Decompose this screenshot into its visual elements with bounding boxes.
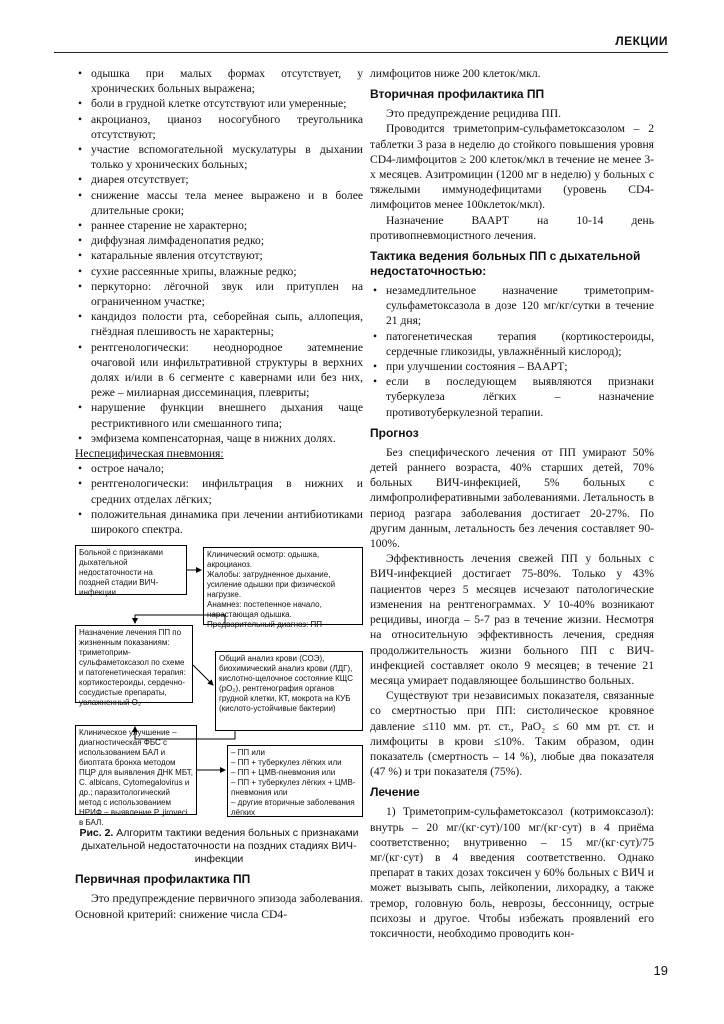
arrow-2 <box>135 615 225 625</box>
list-item: • перкуторно: лёгочной звук или притуплен на ограниченном участке; <box>75 279 363 309</box>
list-item: • сухие рассеянные хрипы, влажные редко; <box>75 264 363 279</box>
prognosis-p1: Без специфического лечения от ПП умирают 50% детей раннего возраста, 40% старших детей, 70% больных ВИЧ-инфекцией, 5% больных с лимфопролиферативными заболеваниями. Летальность в период разгара заболевания достигает 20-27%. По другим данным, летальность без лечения составляет 90-100%. <box>370 445 654 551</box>
right-column <box>370 66 654 941</box>
list-item: • если в последующем выявляются признаки туберкулеза лёгких – назначение противотуберкулезной терапии. <box>370 374 654 420</box>
list-item: • острое начало; <box>75 461 363 476</box>
algorithm-figure <box>75 545 363 828</box>
figure-box-diagnostics: Клиническое улучшение – диагностическая ФБС с использованием БАЛ и биоптата бронха методом ПЦР для выявления ДНК МБТ, C. albicans, Cytomegalovirus и др.; паразитологический метод с использованием НРИФ – выявление P. jiroveci в БАЛ. <box>75 725 197 815</box>
list-item: • при улучшении состояния – ВААРТ; <box>370 359 654 374</box>
tactics-list <box>370 283 654 420</box>
figure-box-diagnoses: – ПП или – ПП + туберкулез лёгких или – ПП + ЦМВ-пневмония или – ПП + туберкулез лёгких + ЦМВ-пневмония или – другие вторичные заболевания лёгких <box>227 745 363 817</box>
figure-box-treatment: Назначение лечения ПП по жизненным показаниям: триметоприм-сульфаметоксазол по схеме и патогенетическая терапия: кортикостероиды, сердечно-сосудистые препараты, увлажненный O₂ <box>75 625 193 703</box>
subheading-pneumonia: Неспецифическая пневмония: <box>75 447 224 461</box>
header-divider <box>54 52 668 53</box>
heading-prognosis: Прогноз <box>370 425 419 440</box>
heading-primary-prophylaxis: Первичная профилактика ПП <box>75 872 251 887</box>
secondary-p2: Проводится триметоприм-сульфаметоксазолом – 2 таблетки 3 раза в неделю до стойкого повышения уровня CD4-лимфоцитов ≥ 200 клеток/мкл в течение не менее 3-х месяцев. Азитромицин (1200 мг в неделю) у больных с тяжелыми иммунодефицитами (уровень CD4-лимфоцитов менее 100клеток/мкл). <box>370 122 654 212</box>
list-item: • диффузная лимфаденопатия редко; <box>75 233 363 248</box>
list-item: • нарушение функции внешнего дыхания чаще рестриктивного или смешанного типа; <box>75 400 363 430</box>
prognosis-p2: Эффективность лечения свежей ПП у больных с ВИЧ-инфекцией достигает 75-80%. Только у 43% пациентов через 5 месяцев исчезают патологические изменения на рентгенограммах. У 10-40% возникают рецидивы, иногда – 5-7 раз в течение жизни. Несмотря на относительную эффективность лечения, средняя продолжительность жизни больного ПП с ВИЧ-инфекцией составляет около 9 месяцев; в течение 21 месяца умирает подавляющее большинство больных. <box>370 552 654 687</box>
list-item: • положительная динамика при лечении антибиотиками широкого спектра. <box>75 507 363 537</box>
figure-box-patient: Больной с признаками дыхательной недостаточности на поздней стадии ВИЧ-инфекции <box>75 545 187 595</box>
arrow-4 <box>135 727 235 739</box>
list-item: • участие вспомогательной мускулатуры в дыхании только у хронических больных; <box>75 142 363 172</box>
section-header: ЛЕКЦИИ <box>615 34 668 48</box>
arrow-3 <box>193 665 213 685</box>
clinical-features-list <box>75 66 363 446</box>
list-item: • акроцианоз, цианоз носогубного треугольника отсутствуют; <box>75 112 363 142</box>
list-item: • раннее старение не характерно; <box>75 218 363 233</box>
list-item: • катаральные явления отсутствуют; <box>75 248 363 263</box>
list-item: • эмфизема компенсаторная, чаще в нижних долях. <box>75 431 363 446</box>
pneumonia-features-list <box>75 461 363 537</box>
figure-box-lab-tests: Общий анализ крови (СОЭ), биохимический анализ крови (ЛДГ), кислотно-щелочное состояние КЩС (pO₂), рентгенография органов грудной клетки, КТ, мокрота на КУБ (кислото-устойчивые бактерии) <box>215 651 363 731</box>
list-item: • снижение массы тела менее выражено и в более длительные сроки; <box>75 188 363 218</box>
list-item: • одышка при малых формах отсутствует, у хронических больных выражена; <box>75 66 363 96</box>
treatment-p1: 1) Триметоприм-сульфаметоксазол (котримоксазол): внутрь – 20 мг/(кг·сут)/100 мг/(кг·сут) в 4 приёма соответственно; внутривенно – 15 мг/(кг·сут)/75 мг/(кг·сут) в 4 введения соответственно. Однако препарат в таких дозах токсичен у 60% больных с ВИЧ и может вызывать сыпь, лейкопении, лихорадку, а также тремор, головную боль, неврозы, бессонницу, острые психозы и другое. Чтобы избежать проявлений его токсичности, необходимо проводить кон- <box>370 805 654 940</box>
list-item: • рентгенологически: неоднородное затемнение очаговой или инфильтративной структуры в верхних долях и/или в 6 сегменте с кавернами или без них, реже – милиарная диссеминация, плевриты; <box>75 340 363 401</box>
heading-secondary-prophylaxis: Вторичная профилактика ПП <box>370 87 545 102</box>
list-item: • боли в грудной клетке отсутствуют или умеренные; <box>75 96 363 111</box>
heading-treatment: Лечение <box>370 785 420 800</box>
list-item: • кандидоз полости рта, себорейная сыпь, аллопеция, гнёздная плешивость не характерны; <box>75 309 363 339</box>
list-item: • диарея отсутствует; <box>75 172 363 187</box>
list-item: • незамедлительное назначение триметоприм-сульфаметоксазола в дозе 120 мг/кг/сутки в течение 21 дня; <box>370 283 654 329</box>
list-item: • рентгенологически: инфильтрация в нижних и средних отделах лёгких; <box>75 476 363 506</box>
secondary-p1: Это предупреждение рецидива ПП. <box>386 107 562 121</box>
primary-prophylaxis-text: Это предупреждение первичного эпизода заболевания. Основной критерий: снижение числа CD4- <box>75 892 363 921</box>
secondary-p3: Назначение ВААРТ на 10-14 день противопневмоцистного лечения. <box>370 213 654 242</box>
figure-arrows <box>75 545 363 823</box>
prognosis-p3: Существуют три независимых показателя, связанные со смертностью при ПП: систолическое кровяное давление ≤110 мм. рт. ст., PaO₂ ≤ 60 мм рт. ст. и лимфоциты в крови ≤10%. Таким образом, один показатель (смертность – 14 %), любые два показателя (47 %) и три показателя (75%). <box>370 689 654 779</box>
figure-caption: Рис. 2. Алгоритм тактики ведения больных с признаками дыхательной недостаточности на поздних стадиях ВИЧ-инфекции <box>79 827 359 866</box>
continuation-text: лимфоцитов ниже 200 клеток/мкл. <box>370 67 541 80</box>
left-column <box>75 66 363 922</box>
heading-tactics: Тактика ведения больных ПП с дыхательной недостаточностью: <box>370 249 641 279</box>
page-number: 19 <box>653 963 668 978</box>
list-item: • патогенетическая терапия (кортикостероиды, сердечные гликозиды, увлажнённый кислород); <box>370 329 654 359</box>
figure-box-exam: Клинический осмотр: одышка, акроцианоз. Жалобы: затрудненное дыхание, усиление одышки при физической нагрузке. Анамнез: постепенное начало, нарастающая одышка. Предварительный диагноз: ПП <box>203 547 363 625</box>
